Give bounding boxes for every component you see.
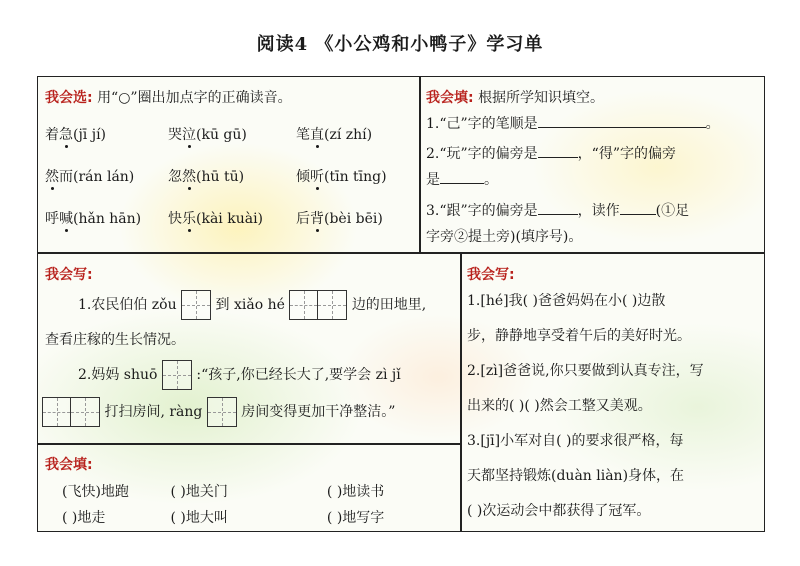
choose-dotted-char: 然 <box>182 169 196 185</box>
choose-pinyin-options[interactable]: (kài kuài) <box>196 211 264 227</box>
homophone-line: 步，静静地享受着午后的美好时光。 <box>467 328 691 344</box>
choose-dotted-char: 然 <box>45 169 59 185</box>
homophone-line: 1.[hé]我( )爸爸妈妈在小( )边散 <box>467 293 666 309</box>
writing-grid-ziji[interactable] <box>42 397 100 427</box>
fill-knowledge-instruction: 根据所学知识填空。 <box>478 90 605 106</box>
choose-pinyin-options[interactable]: (bèi bēi) <box>324 211 383 227</box>
fill-knowledge-label: 我会填: <box>426 90 474 106</box>
answer-blank[interactable] <box>440 171 484 184</box>
question-radical-gen-options: 字旁②提土旁)(填序号)。 <box>426 229 583 245</box>
fill-adverb-section <box>38 445 460 532</box>
question-stroke-order: 1.“己”字的笔顺是 。 <box>426 116 720 132</box>
write-line-1b: 到 xiǎo hé <box>215 297 285 313</box>
choose-section <box>38 77 419 252</box>
homophone-line: ( )次运动会中都获得了冠军。 <box>467 503 651 519</box>
choose-pinyin-options[interactable]: (hǎn hān) <box>73 211 142 227</box>
fill-knowledge-section <box>421 77 765 252</box>
homophone-line: 天都坚持锻炼(duàn liàn)身体，在 <box>467 468 685 484</box>
answer-blank[interactable] <box>538 115 706 128</box>
choose-word-part: 而 <box>59 169 73 185</box>
fill-adverb-label: 我会填: <box>45 457 93 473</box>
write-right-label: 我会写: <box>467 267 515 283</box>
write-line-1a: 1.农民伯伯 zǒu <box>78 297 177 313</box>
choose-item <box>296 166 387 186</box>
choose-pinyin-options[interactable]: (rán lán) <box>73 169 135 185</box>
answer-blank[interactable] <box>538 202 578 215</box>
choose-dotted-char: 直 <box>310 127 324 143</box>
choose-word-part: 着 <box>45 127 59 143</box>
write-line-1c: 边的田地里, <box>351 297 427 313</box>
writing-grid-rang[interactable] <box>207 397 237 427</box>
choose-item <box>296 208 383 228</box>
question-radical-wan-de: 2.“玩”字的偏旁是 ，“得”字的偏旁 <box>426 146 676 162</box>
homophone-line: 2.[zì]爸爸说,你只要做到认真专注，写 <box>467 363 704 379</box>
choose-dotted-char: 乐 <box>182 211 196 227</box>
choose-item <box>45 208 141 228</box>
write-line-4a: 打扫房间, ràng <box>104 404 203 420</box>
write-left-label: 我会写: <box>45 267 93 283</box>
choose-item <box>168 208 263 228</box>
question-radical-de-cont: 是 。 <box>426 172 498 188</box>
fill-adverb-item[interactable]: ( )地走 <box>62 510 106 526</box>
choose-dotted-char: 听 <box>310 169 324 185</box>
choose-word-part: 呼 <box>45 211 59 227</box>
writing-grid-xiaohe[interactable] <box>289 290 347 320</box>
choose-item <box>168 166 244 186</box>
choose-item <box>168 124 247 144</box>
choose-pinyin-options[interactable]: (kū gū) <box>196 127 247 143</box>
write-section-left <box>38 254 460 443</box>
choose-word-part: 快 <box>168 211 182 227</box>
write-line-3b: :“孩子,你已经长大了,要学会 zì jǐ <box>196 367 401 383</box>
choose-word-part: 哭 <box>168 127 182 143</box>
choose-dotted-char: 喊 <box>59 211 73 227</box>
worksheet <box>37 76 765 532</box>
choose-pinyin-options[interactable]: (jī jí) <box>73 127 107 143</box>
fill-adverb-item[interactable]: ( )地关门 <box>170 484 228 500</box>
choose-item <box>45 124 106 144</box>
answer-blank[interactable] <box>538 145 578 158</box>
choose-dotted-char: 背 <box>310 211 324 227</box>
choose-pinyin-options[interactable]: (tīn tīng) <box>324 169 387 185</box>
homophone-line: 出来的( )( )然会工整又美观。 <box>467 398 652 414</box>
choose-dotted-char: 急 <box>59 127 73 143</box>
fill-adverb-row-1 <box>62 481 384 501</box>
choose-dotted-char: 泣 <box>182 127 196 143</box>
question-radical-gen: 3.“跟”字的偏旁是 ，读作 (①足 <box>426 203 690 219</box>
fill-adverb-item[interactable]: ( )地读书 <box>326 484 385 500</box>
fill-adverb-item: (飞快)地跑 <box>62 484 129 500</box>
write-line-4b: 房间变得更加干净整洁。” <box>241 404 396 420</box>
page-title: 阅读4 《小公鸡和小鸭子》学习单 <box>256 34 544 55</box>
write-line-2: 查看庄稼的生长情况。 <box>45 332 185 348</box>
choose-pinyin-options[interactable]: (hū tū) <box>196 169 245 185</box>
answer-blank[interactable] <box>620 202 656 215</box>
choose-pinyin-options[interactable]: (zí zhí) <box>324 127 373 143</box>
choose-word-part: 笔 <box>296 127 310 143</box>
fill-adverb-row-2 <box>62 507 384 527</box>
choose-word-part: 后 <box>296 211 310 227</box>
homophone-line: 3.[jī]小军对自( )的要求很严格，每 <box>467 433 684 449</box>
fill-adverb-item[interactable]: ( )地写字 <box>326 510 385 526</box>
fill-adverb-item[interactable]: ( )地大叫 <box>170 510 228 526</box>
write-line-3a: 2.妈妈 shuō <box>78 367 158 383</box>
choose-word-part: 忽 <box>168 169 182 185</box>
choose-item <box>296 124 372 144</box>
choose-instruction: 用“○”圈出加点字的正确读音。 <box>97 90 292 106</box>
writing-grid-shuo[interactable] <box>162 360 192 390</box>
write-section-right <box>462 254 765 532</box>
choose-item <box>45 166 134 186</box>
writing-grid-zou[interactable] <box>181 290 211 320</box>
choose-label: 我会选: <box>45 90 93 106</box>
choose-word-part: 倾 <box>296 169 310 185</box>
